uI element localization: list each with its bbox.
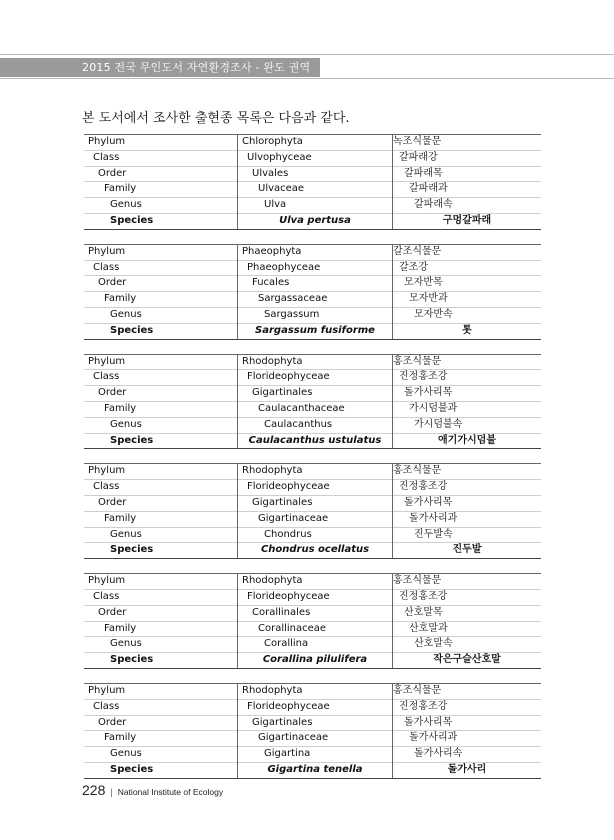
phylum-rank-label: Phylum	[84, 464, 238, 480]
table-row-genus	[84, 198, 541, 214]
species-korean-name: 구멍갈파래	[393, 213, 542, 229]
family-scientific-name: Caulacanthaceae	[238, 401, 393, 417]
order-korean-name: 갈파래목	[393, 166, 542, 182]
family-scientific-name: Gigartinaceae	[238, 731, 393, 747]
genus-scientific-name: Sargassum	[238, 307, 393, 323]
order-korean-name: 모자반목	[393, 276, 542, 292]
intro-sentence: 본 도서에서 조사한 출현종 목록은 다음과 같다.	[82, 111, 350, 126]
class-korean-name: 갈조강	[393, 260, 542, 276]
phylum-korean-name: 홍조식물문	[393, 354, 542, 370]
table-row-genus	[84, 417, 541, 433]
genus-scientific-name: Corallina	[238, 637, 393, 653]
family-korean-name: 갈파래과	[393, 182, 542, 198]
species-scientific-name: Gigartina tenella	[238, 762, 393, 778]
table-row-class	[84, 589, 541, 605]
table-row-class	[84, 370, 541, 386]
class-korean-name: 진정홍조강	[393, 699, 542, 715]
phylum-scientific-name: Rhodophyta	[238, 464, 393, 480]
table-row-species	[84, 323, 541, 339]
taxonomy-table	[84, 463, 541, 559]
class-rank-label: Class	[84, 150, 238, 166]
family-scientific-name: Sargassaceae	[238, 292, 393, 308]
phylum-korean-name: 홍조식물문	[393, 574, 542, 590]
genus-scientific-name: Chondrus	[238, 527, 393, 543]
phylum-scientific-name: Rhodophyta	[238, 683, 393, 699]
genus-rank-label: Genus	[84, 417, 238, 433]
order-scientific-name: Gigartinales	[238, 495, 393, 511]
species-korean-name: 진두발	[393, 543, 542, 559]
class-rank-label: Class	[84, 480, 238, 496]
class-rank-label: Class	[84, 370, 238, 386]
order-scientific-name: Corallinales	[238, 605, 393, 621]
family-rank-label: Family	[84, 731, 238, 747]
family-scientific-name: Ulvaceae	[238, 182, 393, 198]
phylum-korean-name: 녹조식물문	[393, 135, 542, 151]
species-korean-name: 작은구슬산호말	[393, 653, 542, 669]
table-row-genus	[84, 637, 541, 653]
table-row-class	[84, 480, 541, 496]
genus-korean-name: 돌가사리속	[393, 747, 542, 763]
order-rank-label: Order	[84, 386, 238, 402]
phylum-rank-label: Phylum	[84, 135, 238, 151]
species-korean-name: 돌가사리	[393, 762, 542, 778]
table-row-class	[84, 699, 541, 715]
species-scientific-name: Sargassum fusiforme	[238, 323, 393, 339]
order-korean-name: 돌가사리목	[393, 715, 542, 731]
class-korean-name: 갈파래강	[393, 150, 542, 166]
table-row-order	[84, 276, 541, 292]
species-scientific-name: Chondrus ocellatus	[238, 543, 393, 559]
order-scientific-name: Ulvales	[238, 166, 393, 182]
family-rank-label: Family	[84, 182, 238, 198]
table-row-phylum	[84, 464, 541, 480]
taxonomy-table	[84, 683, 541, 779]
table-row-genus	[84, 747, 541, 763]
running-header-title: 2015 전국 무인도서 자연환경조사 - 완도 권역	[82, 61, 311, 74]
class-scientific-name: Phaeophyceae	[238, 260, 393, 276]
genus-rank-label: Genus	[84, 527, 238, 543]
taxonomy-table	[84, 573, 541, 669]
table-row-family	[84, 621, 541, 637]
family-scientific-name: Corallinaceae	[238, 621, 393, 637]
genus-rank-label: Genus	[84, 307, 238, 323]
family-korean-name: 산호말과	[393, 621, 542, 637]
table-row-order	[84, 495, 541, 511]
genus-rank-label: Genus	[84, 198, 238, 214]
taxonomy-table	[84, 134, 541, 230]
class-korean-name: 진정홍조강	[393, 370, 542, 386]
species-rank-label: Species	[84, 323, 238, 339]
family-rank-label: Family	[84, 292, 238, 308]
order-scientific-name: Gigartinales	[238, 386, 393, 402]
table-row-order	[84, 166, 541, 182]
page-footer	[82, 782, 223, 800]
genus-rank-label: Genus	[84, 637, 238, 653]
class-korean-name: 진정홍조강	[393, 480, 542, 496]
table-row-class	[84, 150, 541, 166]
order-rank-label: Order	[84, 276, 238, 292]
header-rule-top	[0, 54, 614, 55]
phylum-scientific-name: Chlorophyta	[238, 135, 393, 151]
order-korean-name: 산호말목	[393, 605, 542, 621]
species-scientific-name: Corallina pilulifera	[238, 653, 393, 669]
order-rank-label: Order	[84, 605, 238, 621]
genus-rank-label: Genus	[84, 747, 238, 763]
genus-korean-name: 산호말속	[393, 637, 542, 653]
phylum-korean-name: 홍조식물문	[393, 683, 542, 699]
phylum-scientific-name: Phaeophyta	[238, 244, 393, 260]
order-scientific-name: Gigartinales	[238, 715, 393, 731]
class-scientific-name: Ulvophyceae	[238, 150, 393, 166]
genus-korean-name: 모자반속	[393, 307, 542, 323]
species-tables	[84, 134, 533, 793]
family-rank-label: Family	[84, 621, 238, 637]
genus-scientific-name: Caulacanthus	[238, 417, 393, 433]
phylum-scientific-name: Rhodophyta	[238, 354, 393, 370]
class-rank-label: Class	[84, 260, 238, 276]
species-rank-label: Species	[84, 653, 238, 669]
order-rank-label: Order	[84, 495, 238, 511]
family-korean-name: 돌가사리과	[393, 511, 542, 527]
table-row-species	[84, 213, 541, 229]
family-korean-name: 가시덤불과	[393, 401, 542, 417]
table-row-phylum	[84, 354, 541, 370]
table-row-phylum	[84, 683, 541, 699]
class-scientific-name: Florideophyceae	[238, 589, 393, 605]
family-rank-label: Family	[84, 511, 238, 527]
class-rank-label: Class	[84, 589, 238, 605]
table-row-genus	[84, 307, 541, 323]
table-row-order	[84, 605, 541, 621]
page-number: 228	[82, 782, 106, 798]
order-korean-name: 돌가사리목	[393, 386, 542, 402]
family-rank-label: Family	[84, 401, 238, 417]
phylum-rank-label: Phylum	[84, 574, 238, 590]
table-row-family	[84, 292, 541, 308]
table-row-family	[84, 401, 541, 417]
table-row-phylum	[84, 574, 541, 590]
genus-korean-name: 진두발속	[393, 527, 542, 543]
genus-scientific-name: Ulva	[238, 198, 393, 214]
family-korean-name: 돌가사리과	[393, 731, 542, 747]
genus-scientific-name: Gigartina	[238, 747, 393, 763]
phylum-rank-label: Phylum	[84, 354, 238, 370]
genus-korean-name: 가시덤불속	[393, 417, 542, 433]
order-scientific-name: Fucales	[238, 276, 393, 292]
class-scientific-name: Florideophyceae	[238, 699, 393, 715]
family-scientific-name: Gigartinaceae	[238, 511, 393, 527]
species-rank-label: Species	[84, 433, 238, 449]
phylum-rank-label: Phylum	[84, 683, 238, 699]
species-korean-name: 애기가시덤불	[393, 433, 542, 449]
family-korean-name: 모자반과	[393, 292, 542, 308]
class-scientific-name: Florideophyceae	[238, 480, 393, 496]
table-row-phylum	[84, 244, 541, 260]
species-korean-name: 톳	[393, 323, 542, 339]
species-rank-label: Species	[84, 543, 238, 559]
table-row-genus	[84, 527, 541, 543]
header-rule-bottom	[0, 78, 614, 79]
table-row-order	[84, 386, 541, 402]
class-korean-name: 진정홍조강	[393, 589, 542, 605]
table-row-family	[84, 511, 541, 527]
table-row-family	[84, 182, 541, 198]
phylum-korean-name: 홍조식물문	[393, 464, 542, 480]
table-row-species	[84, 543, 541, 559]
order-rank-label: Order	[84, 166, 238, 182]
species-rank-label: Species	[84, 762, 238, 778]
taxonomy-table	[84, 354, 541, 450]
genus-korean-name: 갈파래속	[393, 198, 542, 214]
phylum-korean-name: 갈조식물문	[393, 244, 542, 260]
order-korean-name: 돌가사리목	[393, 495, 542, 511]
phylum-rank-label: Phylum	[84, 244, 238, 260]
footer-institution: National Institute of Ecology	[117, 787, 224, 797]
class-rank-label: Class	[84, 699, 238, 715]
class-scientific-name: Florideophyceae	[238, 370, 393, 386]
table-row-species	[84, 653, 541, 669]
species-scientific-name: Ulva pertusa	[238, 213, 393, 229]
table-row-order	[84, 715, 541, 731]
footer-separator: |	[110, 787, 113, 797]
table-row-class	[84, 260, 541, 276]
order-rank-label: Order	[84, 715, 238, 731]
taxonomy-table	[84, 244, 541, 340]
species-rank-label: Species	[84, 213, 238, 229]
phylum-scientific-name: Rhodophyta	[238, 574, 393, 590]
table-row-species	[84, 433, 541, 449]
table-row-family	[84, 731, 541, 747]
table-row-species	[84, 762, 541, 778]
table-row-phylum	[84, 135, 541, 151]
species-scientific-name: Caulacanthus ustulatus	[238, 433, 393, 449]
